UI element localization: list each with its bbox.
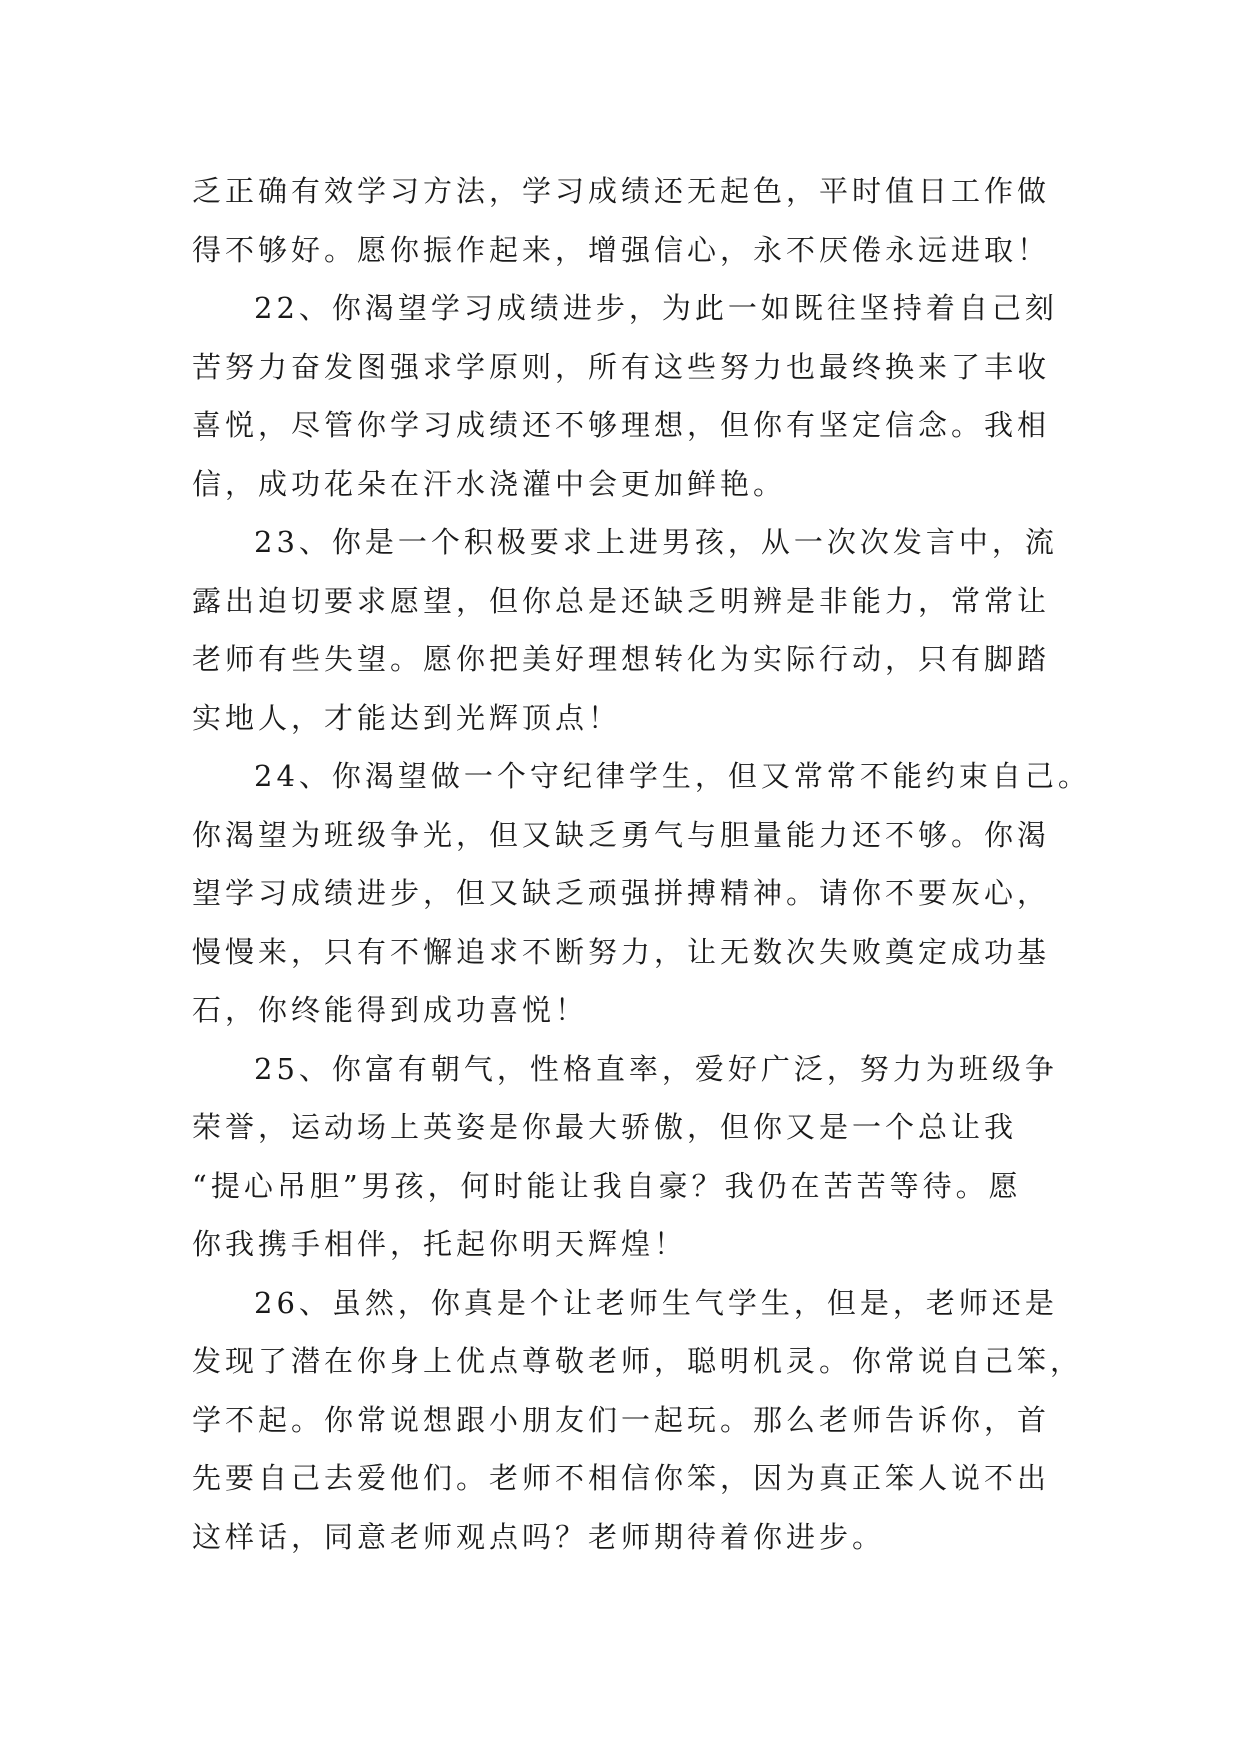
- paragraph-26: [192, 1274, 1084, 1567]
- paragraph-24: [192, 747, 1091, 1040]
- text-line: 23、你是一个积极要求上进男孩，从一次次发言中，流: [254, 525, 1058, 559]
- text-line: 喜悦，尽管你学习成绩还不够理想，但你有坚定信念。我相: [192, 408, 1051, 442]
- text-line: 露出迫切要求愿望，但你总是还缺乏明辨是非能力，常常让: [192, 583, 1051, 618]
- text-line: “提心吊胆”男孩，何时能让我自豪？我仍在苦苦等待。愿: [192, 1168, 1022, 1203]
- text-line: 先要自己去爱他们。老师不相信你笨，因为真正笨人说不出: [192, 1461, 1051, 1495]
- text-line: 发现了潜在你身上优点尊敬老师，聪明机灵。你常说自己笨，: [192, 1344, 1084, 1378]
- text-line: 荣誉，运动场上英姿是你最大骄傲，但你又是一个总让我: [192, 1110, 1018, 1144]
- paragraph-21-continued: [192, 162, 1060, 279]
- text-line: 信，成功花朵在汗水浇灌中会更加鲜艳。: [192, 466, 787, 501]
- text-line: 你渴望为班级争光，但又缺乏勇气与胆量能力还不够。你渴: [192, 817, 1051, 852]
- paragraph-23: [192, 513, 1060, 747]
- text-line: 苦努力奋发图强求学原则，所有这些努力也最终换来了丰收: [192, 349, 1051, 384]
- text-line: 26、虽然，你真是个让老师生气学生，但是，老师还是: [254, 1285, 1058, 1320]
- text-line: 乏正确有效学习方法，学习成绩还无起色，平时值日工作做: [192, 174, 1051, 208]
- text-line: 石，你终能得到成功喜悦！: [192, 993, 589, 1027]
- text-line: 这样话，同意老师观点吗？老师期待着你进步。: [192, 1519, 886, 1554]
- text-line: 慢慢来，只有不懈追求不断努力，让无数次失败奠定成功基: [192, 934, 1051, 969]
- text-line: 学不起。你常说想跟小朋友们一起玩。那么老师告诉你，首: [192, 1402, 1051, 1437]
- paragraph-22: [192, 279, 1060, 513]
- text-line: 老师有些失望。愿你把美好理想转化为实际行动，只有脚踏: [192, 642, 1051, 676]
- text-line: 你我携手相伴，托起你明天辉煌！: [192, 1227, 688, 1261]
- paragraph-25: [192, 1040, 1060, 1274]
- text-line: 望学习成绩进步，但又缺乏顽强拼搏精神。请你不要灰心，: [192, 876, 1051, 910]
- text-line: 25、你富有朝气，性格直率，爱好广泛，努力为班级争: [254, 1051, 1058, 1086]
- text-line: 得不够好。愿你振作起来，增强信心，永不厌倦永远进取！: [192, 232, 1051, 267]
- text-line: 22、你渴望学习成绩进步，为此一如既往坚持着自己刻: [254, 291, 1058, 325]
- body-text: [192, 162, 1091, 1566]
- text-line: 24、你渴望做一个守纪律学生，但又常常不能约束自己。: [254, 759, 1091, 793]
- text-line: 实地人，才能达到光辉顶点！: [192, 700, 622, 735]
